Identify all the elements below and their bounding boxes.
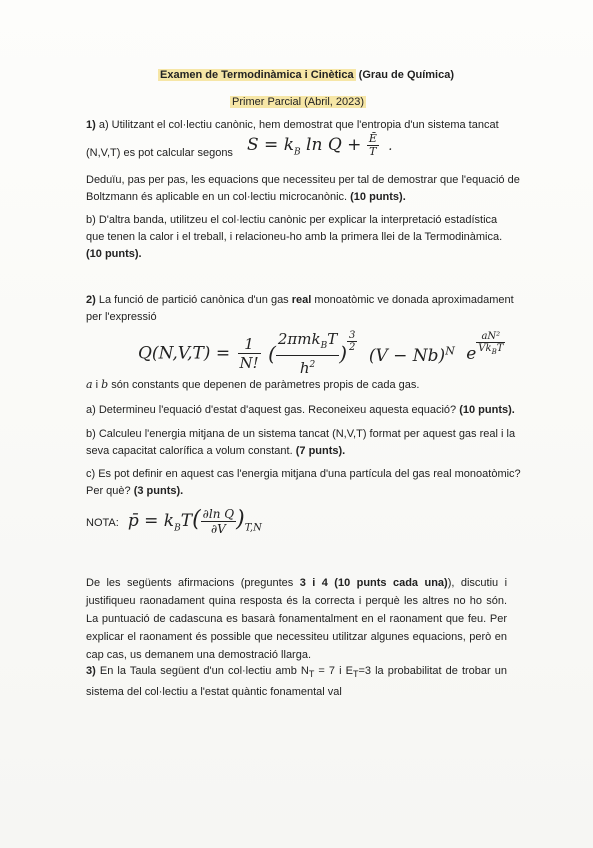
q1-a-para [86,172,520,206]
q1-b-p1: b) D'altra banda, utilitzeu el col·lectiu canònic per explicar la interpretació estadística [86,214,498,226]
instructions-para [86,574,507,664]
q2-formula-pnum-sub: B [320,341,328,351]
q2-formula-1overn [238,335,261,372]
q2-formula-pnum-wrap [276,330,339,356]
q2-a-points: (10 punts). [459,404,515,416]
q1-b-p2: que tenen la calor i el treball, i relacioneu-ho amb la primera llei de la Termodinàmica. [86,231,503,243]
q2-nota-frac [201,507,236,536]
q2-formula-e: e [466,343,477,364]
q1-eq-sub: B [294,147,301,158]
exam-partial: Primer Parcial (Abril, 2023) [232,96,365,108]
q2-nota-sub: B [174,523,181,534]
q2-where-a: a [86,378,93,391]
instructions-l1a: De les següents afirmacions (preguntes [86,577,294,589]
q2-formula-nfact: N! [239,354,259,372]
q2-formula-pnum-t: T [327,330,338,348]
q2-b-line2 [86,443,515,460]
q2-formula-e-den-wrap [476,343,505,358]
q3-l2: sistema del col·lectiu a l'estat quàntic fonamental val [86,686,342,699]
q2-formula-pden-wrap [276,356,339,377]
q1-eq-fraction [367,133,379,158]
q1-a-p2: Deduïu, pas per pas, les equacions que necessiteu per tal de demostrar que l'equació de [86,174,520,186]
q1-a-points: (10 punts). [350,191,406,203]
q2-nota-paren-open: ( [192,507,201,532]
q2-formula-exp [347,330,357,353]
q1-label: 1) [86,119,96,131]
q2-intro-line1 [86,292,514,309]
instructions-l4: raonament és possible que necessiteu utilitzar algunes equacions, però en cap cas, us [86,631,507,661]
exam-title-line [158,68,454,82]
q2-intro [86,292,514,326]
q2-formula-exp-den: 2 [349,342,356,353]
instructions-l1b: 3 i 4 (10 punts cada una) [299,577,448,589]
q2-c-line2 [86,483,521,500]
q3-l1b: = 7 i E [314,665,353,677]
q2-formula-vterm-sup: N [445,344,455,358]
q2-formula-pden-sup: 2 [309,360,316,370]
q1-eq-num: Ē [368,132,377,145]
q3-label: 3) [86,665,96,677]
q2-where-b: b [101,378,109,391]
q2-nota [86,507,262,539]
q2-b-text1: b) Calculeu l'energia mitjana de un sistema tancat (N,V,T) format per aquest gas real i la [86,428,516,440]
q2-b-points: (7 punts). [295,445,346,457]
q2-formula-vterm-wrap [369,346,455,366]
instructions-l1c: ), discutiu i justifiqueu [86,577,508,607]
q1-eq-lhs: S = k [247,135,294,155]
q3-l1c: =3 la probabilitat de trobar un [358,665,508,677]
q2-c-text1: c) Es pot definir en aquest cas l'energia mitjana d'una partícula del gas real monoatòmic? [86,468,521,480]
q2-nota-label: NOTA: [86,517,119,530]
q1-a-p3: Boltzmann és aplicable en un col·lectiu microcanònic. [86,191,348,203]
q1-line2 [86,146,233,160]
q2-nota-paren-close: ) [236,507,245,532]
q2-formula-e-den: Vk [478,342,492,354]
q2-formula-e-den-t: T [496,342,504,354]
q1-a-line2: (N,V,T) es pot calcular segons [86,147,233,159]
q2-nota-formula [127,507,262,536]
q2-where-rest: són constants que depenen de paràmetres propis de cada gas. [108,379,420,391]
instructions-l3: de cadascuna es basarà fonamentalment en el raonament que feu. Per explicar el [86,613,508,643]
q2-formula-one: 1 [238,335,261,354]
instructions-l2: raonadament quina resposta és la correcta i perquè les altres no ho són. La puntuació [86,595,508,625]
q2-partition-formula [138,330,505,377]
q2-formula-lhs: Q(N,V,T) = [138,343,231,364]
q2-c [86,466,521,500]
q2-nota-num: ∂ln Q [202,507,235,521]
q1-eq-mid: ln Q + [300,135,367,155]
q2-label: 2) [86,294,96,306]
q1-intro [86,118,499,132]
q2-nota-subscript: T,N [244,522,262,534]
q1-eq-den: T [369,145,377,158]
q2-a-text: a) Determineu l'equació d'estat d'aquest gas. Reconeixeu aquesta equació? [86,404,457,416]
q2-formula-exp-e [466,330,505,364]
q2-formula-pnum: 2πmk [277,330,321,348]
q2-where [86,378,419,392]
q1-entropy-formula [247,133,392,163]
q2-formula-pden: h [299,359,310,377]
q2-paren-open: ( [268,341,276,366]
q3-l1a: En la Taula següent d'un col·lectiu amb N [99,665,309,677]
q2-formula-e-frac [476,331,505,358]
q2-where-i: i [92,379,102,391]
exam-degree: (Grau de Química) [358,69,455,81]
q2-intro1b: real [291,294,312,306]
q1-b-para [86,212,502,263]
q2-nota-den: ∂V [210,522,226,536]
q2-a [86,403,515,417]
q2-intro1c: monoatòmic ve donada aproximadament [314,294,514,306]
instructions-l5: demanem una demostració llarga. [144,649,312,661]
q2-nota-lhs: p̄ = k [127,511,175,531]
q2-c-points: (3 punts). [133,485,184,497]
q2-b-text2: seva capacitat calorífica a volum constant. [86,445,293,457]
q2-formula-vterm: (V − Nb) [368,345,446,366]
q1-a-p3-line [86,189,520,206]
q2-intro2: per l'expressió [86,311,157,323]
exam-partial-line [230,95,366,109]
q2-c-text2: Per què? [86,485,131,497]
q2-formula-e-num: aN² [476,331,505,343]
q2-intro1a: La funció de partició canònica d'un gas [98,294,289,306]
q1-a-intro: a) Utilitzant el col·lectiu canònic, hem demostrat que l'entropia d'un sistema tancat [98,119,499,131]
q1-eq-end: . [388,139,393,154]
q2-formula-exp-num: 3 [349,330,356,341]
q3-l1sub2: T [353,669,359,680]
exam-title: Examen de Termodinàmica i Cinètica [160,69,354,81]
q2-formula-e-den-sub: B [491,347,497,356]
q2-b [86,426,515,460]
q3-l1sub: T [308,669,315,680]
q3-para [86,662,507,701]
q2-formula-pfrac [276,330,339,377]
q2-nota-t: T [180,511,193,531]
q2-paren-close: ) [339,341,348,366]
q1-b-points: (10 punts). [86,248,142,260]
